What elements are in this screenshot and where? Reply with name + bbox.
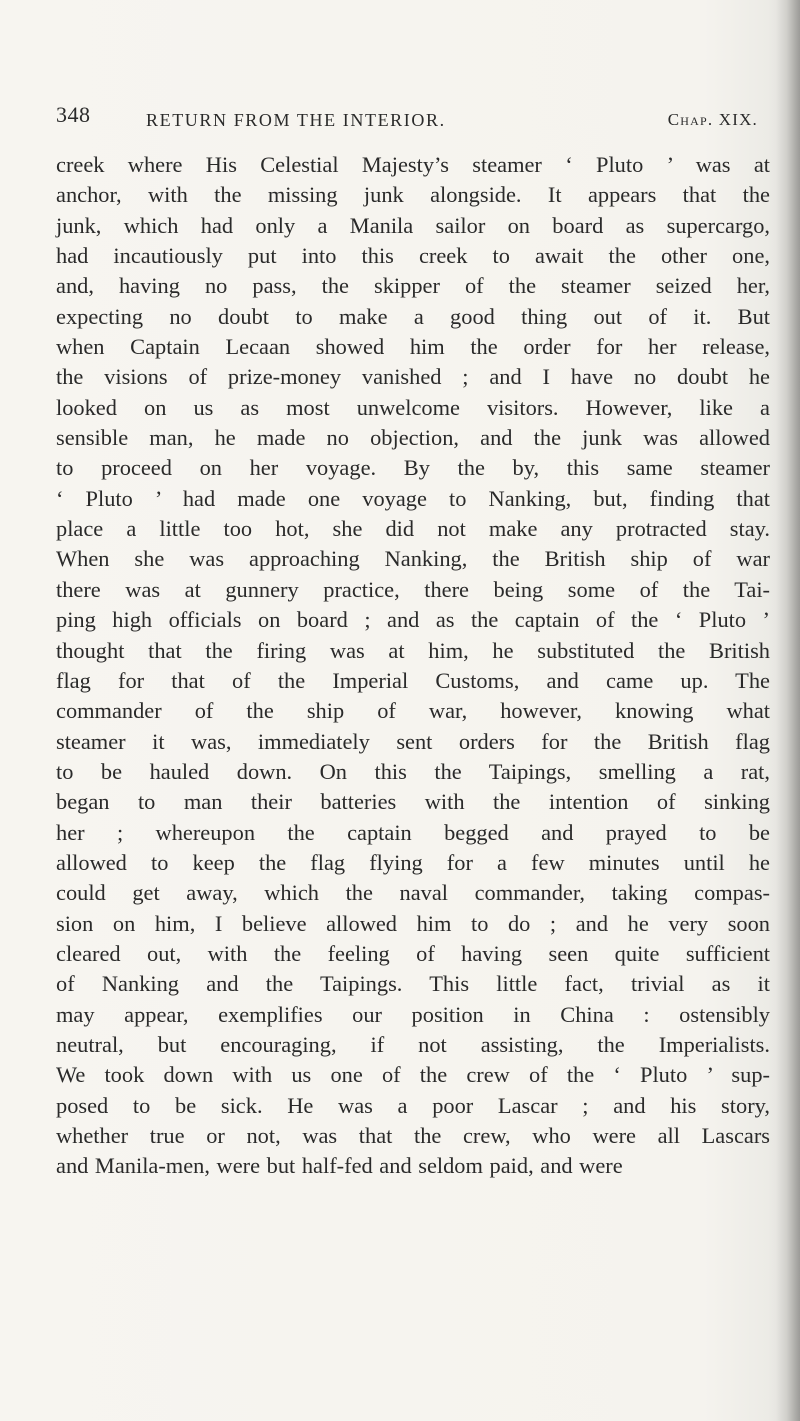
text-line: We took down with us one of the crew of the ‘ Pluto ’ sup- [56,1062,770,1088]
text-line: whether true or not, was that the crew, who were all Lascars [56,1123,770,1148]
text-line: when Captain Lecaan showed him the order for her release, [56,334,770,360]
text-line: posed to be sick. He was a poor Lascar ; and his story, [56,1092,770,1118]
chapter-label: Chap. XIX. [667,110,758,129]
page-edge-shadow [776,0,800,1421]
text-line: steamer it was, immediately sent orders for the British flag [56,728,770,754]
text-line: ‘ Pluto ’ had made one voyage to Nanking, but, finding that [56,485,770,511]
text-line: creek where His Celestial Majesty’s steamer ‘ Pluto ’ was at [56,152,770,177]
text-line: there was at gunnery practice, there being some of the Tai- [56,576,770,602]
text-line: commander of the ship of war, however, knowing what [56,698,770,724]
text-line: began to man their batteries with the intention of sinking [56,789,770,815]
text-line: When she was approaching Nanking, the British ship of war [56,546,770,572]
text-line: cleared out, with the feeling of having seen quite sufficient [56,940,770,966]
text-line: of Nanking and the Taipings. This little fact, trivial as it [56,971,770,997]
text-line: had incautiously put into this creek to await the other one, [56,243,770,269]
text-line: to proceed on her voyage. By the by, this same steamer [56,455,770,481]
text-line: anchor, with the missing junk alongside. It appears that the [56,182,770,208]
text-line: neutral, but encouraging, if not assisting, the Imperialists. [56,1031,770,1057]
body-text [56,150,770,1182]
text-line: place a little too hot, she did not make any protracted stay. [56,516,770,542]
text-line: and Manila-men, were but half-fed and seldom paid, and were [56,1153,623,1179]
text-line: could get away, which the naval commander, taking compas- [56,880,770,906]
page-header [56,102,766,140]
text-line: to be hauled down. On this the Taipings, smelling a rat, [56,758,770,784]
page-number: 348 [56,102,91,127]
text-line: ping high officials on board ; and as the captain of the ‘ Pluto ’ [56,607,770,633]
text-line: allowed to keep the flag flying for a few minutes until he [56,849,770,875]
text-line: flag for that of the Imperial Customs, and came up. The [56,667,770,693]
text-line: junk, which had only a Manila sailor on board as supercargo, [56,212,770,238]
text-line: expecting no doubt to make a good thing out of it. But [56,303,770,329]
text-line: thought that the firing was at him, he substituted the British [56,637,770,663]
text-line: and, having no pass, the skipper of the steamer seized her, [56,273,770,299]
text-line: her ; whereupon the captain begged and prayed to be [56,819,770,845]
text-line: looked on us as most unwelcome visitors. However, like a [56,394,770,420]
running-title: RETURN FROM THE INTERIOR. [146,110,446,130]
text-line: may appear, exemplifies our position in China : ostensibly [56,1001,770,1027]
text-line: the visions of prize-money vanished ; and I have no doubt he [56,364,770,390]
text-line: sion on him, I believe allowed him to do ; and he very soon [56,910,770,936]
text-line: sensible man, he made no objection, and the junk was allowed [56,425,770,451]
